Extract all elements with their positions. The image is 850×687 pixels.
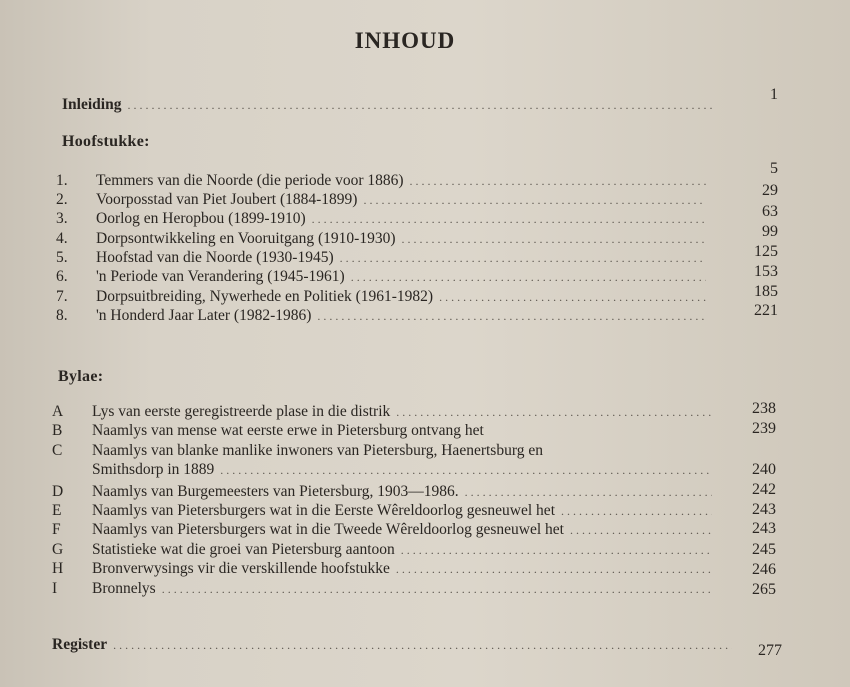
appendix-page: 243 — [752, 501, 776, 518]
appendix-letter: C — [52, 442, 63, 459]
appendix-heading: Bylae: — [58, 368, 104, 385]
chapter-title: Dorpsontwikkeling en Vooruitgang (1910-1930) — [96, 230, 396, 247]
chapter-title: 'n Honderd Jaar Later (1982-1986) — [96, 307, 312, 324]
chapter-page: 221 — [754, 302, 778, 319]
leader-dots — [312, 208, 706, 230]
leader-dots — [351, 266, 706, 288]
toc-entry-label: Inleiding — [62, 96, 122, 113]
chapter-page: 99 — [762, 223, 778, 240]
chapter-number: 6. — [56, 268, 68, 285]
chapter-number: 4. — [56, 230, 68, 247]
chapter-page: 29 — [762, 182, 778, 199]
chapter-number: 5. — [56, 249, 68, 266]
page-title: INHOUD — [354, 28, 456, 53]
toc-entry-register — [52, 634, 732, 656]
leader-dots — [396, 558, 712, 580]
appendix-title-continued: Smithsdorp in 1889 — [92, 461, 215, 478]
chapter-title: Hoofstad van die Noorde (1930-1945) — [96, 249, 334, 266]
appendix-title: Naamlys van Pietersburgers wat in die Eerste Wêreldoorlog gesneuwel het — [92, 502, 555, 519]
appendix-letter: H — [52, 560, 64, 577]
appendix-letter: E — [52, 502, 62, 519]
appendix-row — [52, 578, 712, 600]
chapter-number: 8. — [56, 307, 68, 324]
leader-dots — [162, 578, 712, 600]
chapter-row — [56, 305, 706, 327]
leader-dots — [127, 94, 712, 116]
appendix-title: Naamlys van mense wat eerste erwe in Pietersburg ontvang het — [92, 422, 484, 439]
appendix-title: Bronverwysings vir die verskillende hoofstukke — [92, 560, 390, 577]
appendix-letter: B — [52, 422, 63, 439]
appendix-page: 240 — [752, 461, 776, 478]
appendix-page: 238 — [752, 400, 776, 417]
chapter-number: 2. — [56, 191, 68, 208]
appendix-letter: F — [52, 521, 61, 538]
appendix-title: Lys van eerste geregistreerde plase in die distrik — [92, 403, 391, 420]
chapter-row — [56, 266, 706, 288]
appendix-letter: A — [52, 403, 64, 420]
chapter-number: 7. — [56, 288, 68, 305]
appendix-row — [52, 420, 632, 442]
appendix-page: 243 — [752, 520, 776, 537]
chapter-number: 1. — [56, 172, 68, 189]
leader-dots — [317, 305, 706, 327]
appendix-title: Naamlys van Pietersburgers wat in die Tweede Wêreldoorlog gesneuwel het — [92, 521, 564, 538]
chapter-title: Voorposstad van Piet Joubert (1884-1899) — [96, 191, 358, 208]
appendix-page: 246 — [752, 561, 776, 578]
appendix-title: Naamlys van blanke manlike inwoners van Pietersburg, Haenertsburg en — [92, 442, 543, 459]
toc-entry-label: Register — [52, 636, 108, 653]
chapter-page: 153 — [754, 263, 778, 280]
appendix-row — [52, 519, 712, 541]
chapter-page: 125 — [754, 243, 778, 260]
appendix-page: 242 — [752, 481, 776, 498]
chapter-title: 'n Periode van Verandering (1945-1961) — [96, 268, 345, 285]
appendix-letter: G — [52, 541, 64, 558]
appendix-row-continued — [92, 459, 712, 481]
appendix-letter: I — [52, 580, 58, 597]
leader-dots — [113, 634, 732, 656]
chapter-page: 5 — [770, 160, 778, 177]
chapter-title: Temmers van die Noorde (die periode voor 1886) — [96, 172, 404, 189]
appendix-letter: D — [52, 483, 64, 500]
appendix-page: 265 — [752, 581, 776, 598]
toc-page-number: 277 — [758, 642, 782, 659]
chapters-heading: Hoofstukke: — [62, 133, 150, 150]
chapter-number: 3. — [56, 210, 68, 227]
chapter-title: Oorlog en Heropbou (1899-1910) — [96, 210, 306, 227]
toc-page-number: 1 — [770, 86, 778, 103]
appendix-row — [52, 558, 712, 580]
chapter-page: 63 — [762, 203, 778, 220]
leader-dots — [570, 519, 712, 541]
chapter-title: Dorpsuitbreiding, Nywerhede en Politiek (1961-1982) — [96, 288, 434, 305]
toc-entry-intro — [62, 94, 712, 116]
appendix-page: 239 — [752, 420, 776, 437]
appendix-title: Statistieke wat die groei van Pietersburg aantoon — [92, 541, 395, 558]
appendix-title: Naamlys van Burgemeesters van Pietersburg, 1903—1986. — [92, 483, 459, 500]
chapter-row — [56, 208, 706, 230]
chapter-page: 185 — [754, 283, 778, 300]
appendix-page: 245 — [752, 541, 776, 558]
leader-dots — [220, 459, 712, 481]
appendix-title: Bronnelys — [92, 580, 156, 597]
